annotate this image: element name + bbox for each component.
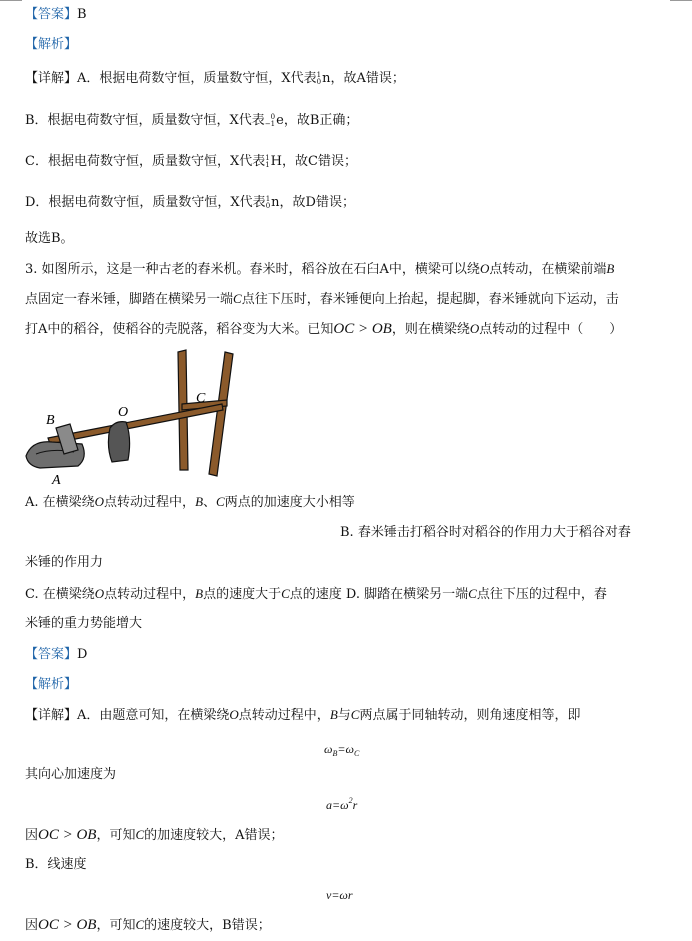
- q2-detail-a-text: A．根据电荷数守恒，质量数守恒，X代表: [77, 71, 317, 86]
- rice-pounder-figure: [22, 342, 252, 492]
- q3-option-d-line-2: 米锤的重力势能增大: [25, 616, 143, 631]
- q3-because-line-2: 因OC > OB，可知C的速度较大，B错误；: [25, 917, 271, 933]
- q3-option-a: A. 在横梁绕O点转动过程中，B、C两点的加速度大小相等: [25, 494, 355, 510]
- q3-stem-line-1: 3. 如图所示，这是一种古老的舂米机。舂米时，稻谷放在石臼A中，横梁可以绕O点转动，在横梁前端B: [25, 261, 615, 277]
- page-corner-mark-right: [670, 0, 692, 1]
- nuclide-notation: 0 −1: [264, 112, 276, 128]
- q3-because-line-1: 因OC > OB，可知C的加速度较大，A错误；: [25, 827, 284, 843]
- q3-detail-a: 【详解】A．由题意可知，在横梁绕O点转动过程中，B与C两点属于同轴转动，则角速度相等，即: [25, 707, 581, 723]
- page-corner-mark-left: [0, 0, 22, 1]
- q2-detail-d-end: ，故D错误；: [279, 195, 355, 210]
- pivot-stone: [108, 422, 129, 462]
- q3-answer-value: D: [77, 647, 88, 662]
- q2-detail-d: [25, 194, 355, 212]
- q3-option-b-line-1: B. 舂米锤击打稻谷时对稻谷的作用力大于稻谷对舂: [340, 525, 631, 540]
- formula-omega-equal: $\omega_B=\omega_C$: [324, 742, 360, 758]
- label-b: B: [46, 413, 55, 428]
- q3-detail-b-head: B．线速度: [25, 857, 87, 872]
- math-inequality: OC > OB: [38, 917, 97, 933]
- q2-detail-a-end: ，故A错误；: [330, 71, 405, 86]
- q2-detail-b-end: ，故B正确；: [283, 113, 359, 128]
- nuclide-symbol: e: [276, 113, 284, 128]
- answer-label: 【答案】: [25, 647, 78, 662]
- q2-detail-b-text: B．根据电荷数守恒，质量数守恒，X代表: [25, 113, 265, 128]
- formula-centripetal: $a=\omega^2r$: [326, 796, 358, 812]
- math-inequality: OC > OB: [333, 321, 392, 337]
- frame-post-right: [209, 352, 233, 476]
- label-o: O: [118, 405, 129, 420]
- q2-detail-c-end: ，故C错误；: [282, 154, 357, 169]
- q2-detail-c-text: C．根据电荷数守恒，质量数守恒，X代表: [25, 154, 266, 169]
- q2-answer-line: [25, 6, 87, 24]
- q2-analysis-label: 【解析】: [25, 37, 78, 52]
- nuclide-notation: 1 1: [265, 153, 270, 169]
- q3-option-c-d-line: C. 在横梁绕O点转动过程中，B点的速度大于C点的速度 D. 脚踏在横梁另一端C点往下压的过程中，舂: [25, 586, 607, 602]
- nuclide-symbol: n: [322, 71, 331, 86]
- nuclide-notation: 1 0: [265, 194, 271, 210]
- formula-linear-velocity: v=ωr: [326, 888, 353, 902]
- q3-stem-line-3: 打A中的稻谷，使稻谷的壳脱落，稻谷变为大米。已知OC > OB，则在横梁绕O点转动的过程中（ ）: [25, 321, 623, 337]
- q3-analysis-label: 【解析】: [25, 677, 78, 692]
- q2-detail-b: [25, 112, 358, 130]
- nuclide-notation: 1 0: [316, 70, 322, 86]
- label-c: C: [196, 391, 206, 406]
- q2-answer-value: B: [77, 7, 87, 22]
- q2-conclusion: 故选B。: [25, 231, 74, 246]
- q2-detail-c: [25, 153, 357, 171]
- q3-stem-line-2: 点固定一舂米锤，脚踏在横梁另一端C点往下压时，舂米锤便向上抬起，提起脚，舂米锤就向下运动，击: [25, 291, 619, 307]
- detail-label: 【详解】: [25, 708, 78, 723]
- nuclide-symbol: H: [270, 154, 283, 169]
- label-a: A: [52, 473, 61, 488]
- nuclide-symbol: n: [271, 195, 280, 210]
- q3-option-b-line-2: 米锤的作用力: [25, 555, 104, 570]
- answer-label: 【答案】: [25, 7, 78, 22]
- detail-label: 【详解】: [25, 71, 78, 86]
- math-inequality: OC > OB: [38, 827, 97, 843]
- q3-centripetal-line: 其向心加速度为: [25, 767, 117, 782]
- q3-answer-line: [25, 646, 87, 664]
- q2-detail-d-text: D．根据电荷数守恒，质量数守恒，X代表: [25, 195, 266, 210]
- q2-detail-a: [25, 70, 405, 88]
